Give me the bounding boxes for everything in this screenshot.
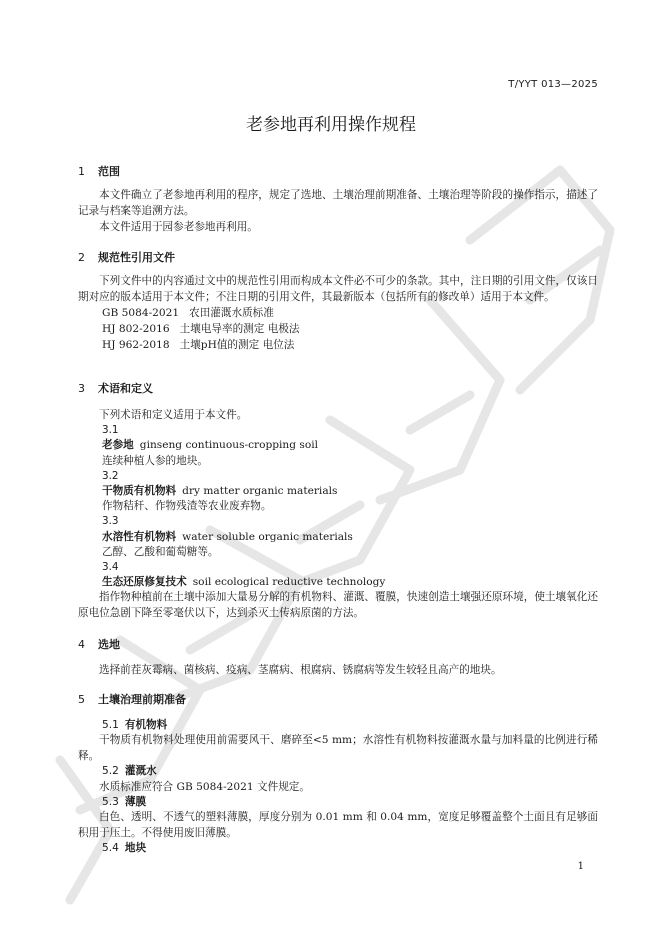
paragraph: 本文件确立了老参地再利用的程序，规定了选地、土壤治理前期准备、土壤治理等阶段的操作指示，描述了记录与档案等追溯方法。 [78, 189, 598, 217]
document-code: T/YYT 013—2025 [508, 79, 598, 90]
term-heading: 水溶性有机物料 water soluble organic materials [102, 530, 353, 543]
section-3-body [78, 408, 598, 621]
section-4-body [78, 662, 598, 678]
section-title: 选地 [98, 638, 120, 651]
section-title: 土壤治理前期准备 [98, 693, 186, 706]
section-1-body [78, 187, 598, 235]
subsection-heading: 5.1 有机物料 [102, 719, 168, 731]
document-title: 老参地再利用操作规程 [246, 115, 416, 135]
paragraph: 本文件适用于园参老参地再利用。 [99, 221, 258, 233]
section-title: 范围 [98, 165, 120, 178]
term-number: 3.2 [102, 469, 119, 482]
term-number: 3.4 [102, 561, 119, 574]
paragraph: 白色、透明、不透气的塑料薄膜，厚度分别为 0.01 mm 和 0.04 mm，宽度足够覆盖整个土面且有足够面积用于压土。不得使用废旧薄膜。 [78, 811, 598, 839]
section-5-body [78, 718, 598, 857]
section-title: 术语和定义 [98, 382, 153, 395]
section-title: 规范性引用文件 [98, 251, 175, 264]
subsection-heading: 5.4 地块 [102, 842, 147, 855]
reference-item: HJ 962-2018 土壤pH值的测定 电位法 [102, 339, 295, 351]
page-number: 1 [577, 861, 584, 872]
term-heading: 生态还原修复技术 soil ecological reductive technology [102, 576, 386, 589]
section-number: 5 [78, 693, 85, 706]
reference-item: HJ 802-2016 土壤电导率的测定 电极法 [102, 323, 300, 335]
paragraph: 选择前茬灰霉病、菌核病、疫病、茎腐病、根腐病、锈腐病等发生较轻且高产的地块。 [99, 664, 502, 676]
term-heading: 干物质有机物料 dry matter organic materials [102, 485, 338, 498]
paragraph: 干物质有机物料处理使用前需要风干、磨碎至<5 mm；水溶性有机物料按灌溉水量与加料量的比例进行稀释。 [78, 734, 598, 762]
subsection-heading: 5.2 灌溉水 [102, 765, 157, 778]
term-number: 3.3 [102, 515, 119, 528]
section-number: 4 [78, 638, 85, 651]
term-definition: 指作物种植前在土壤中添加大量易分解的有机物料、灌溉、覆膜，快速创造土壤强还原环境，使土壤氧化还原电位急剧下降至零毫伏以下，达到杀灭土传病原菌的方法。 [78, 591, 598, 619]
paragraph: 下列术语和定义适用于本文件。 [99, 409, 248, 421]
section-number: 1 [78, 165, 85, 178]
section-3-heading [78, 380, 153, 396]
term-number: 3.1 [102, 424, 119, 437]
section-5-heading [78, 691, 186, 707]
term-definition: 作物秸秆、作物残渣等农业废弃物。 [102, 500, 272, 513]
section-number: 2 [78, 251, 85, 264]
term-definition: 乙醇、乙酸和葡萄糖等。 [102, 545, 219, 558]
section-2-body [78, 273, 598, 353]
term-heading: 老参地 ginseng continuous-cropping soil [102, 439, 318, 452]
section-4-heading [78, 636, 120, 652]
section-2-heading [78, 249, 175, 265]
paragraph: 水质标准应符合 GB 5084-2021 文件规定。 [99, 780, 310, 793]
subsection-heading: 5.3 薄膜 [102, 796, 147, 809]
section-number: 3 [78, 382, 85, 395]
reference-item: GB 5084-2021 农田灌溉水质标准 [102, 307, 274, 319]
section-1-heading [78, 163, 120, 179]
paragraph: 下列文件中的内容通过文中的规范性引用而构成本文件必不可少的条款。其中，注日期的引用文件，仅该日期对应的版本适用于本文件；不注日期的引用文件，其最新版本（包括所有的修改单）适用于本文件。 [78, 275, 598, 303]
term-definition: 连续种植人参的地块。 [102, 454, 208, 467]
